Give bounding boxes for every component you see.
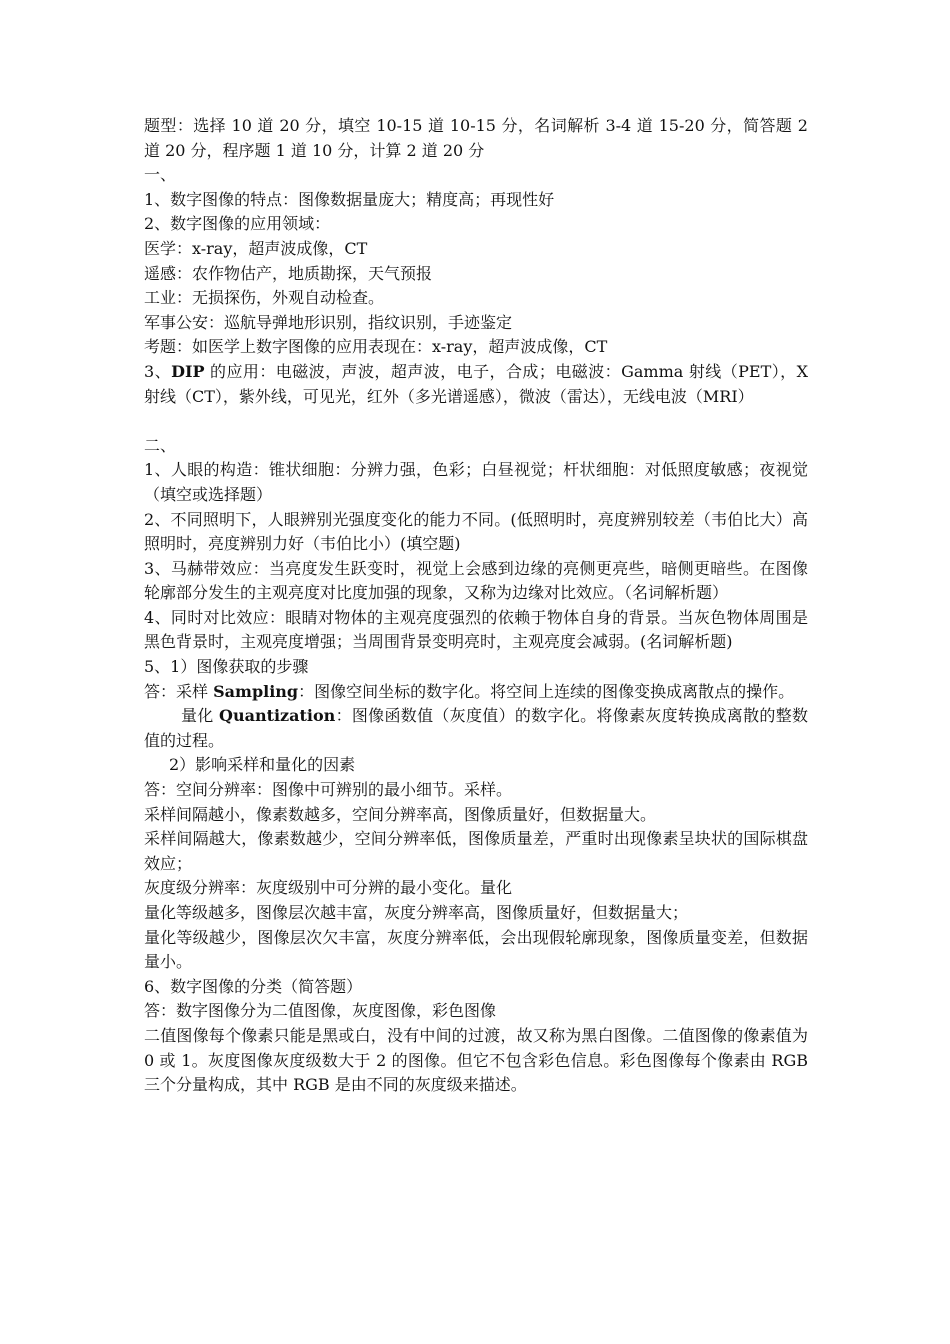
mach-band-effect: 3、马赫带效应：当亮度发生跃变时，视觉上会感到边缘的亮侧更亮些，暗侧更暗些。在图像轮廓部分发生的主观亮度对比度加强的现象，又称为边缘对比效应。（名词解析题） [144,558,808,603]
image-types-description: 二值图像每个像素只能是黑或白，没有中间的过渡，故又称为黑白图像。二值图像的像素值为 0 或 1。灰度图像灰度级数大于 2 的图像。但它不包含彩色信息。彩色图像每个像素由 RGB 三个分量构成，其中 RGB 是由不同的灰度级来描述。 [144,1025,808,1095]
dip-term: DIP [171,361,205,381]
quantization-term: Quantization [219,706,336,726]
dip-number: 3、 [144,361,172,381]
application-fields-heading: 2、数字图像的应用领域： [144,214,331,234]
military-application: 军事公安：巡航导弹地形识别，指纹识别，手迹鉴定 [144,312,513,332]
sampling-text: ：图像空间坐标的数字化。将空间上连续的图像变换成离散点的操作。 [298,681,795,701]
exam-question-example: 考题：如医学上数字图像的应用表现在：x-ray，超声波成像，CT [144,337,608,357]
dip-applications [144,360,808,409]
industry-application: 工业：无损探伤，外观自动检查。 [144,288,385,308]
spatial-resolution: 答：空间分辨率：图像中可辨别的最小细节。采样。 [144,780,513,800]
sampling-answer [144,680,808,705]
blank-line [144,409,808,434]
factors-heading: 2）影响采样和量化的因素 [169,755,356,775]
simultaneous-contrast: 4、同时对比效应：眼睛对物体的主观亮度强烈的依赖于物体自身的背景。当灰色物体周围是黑色背景时，主观亮度增强；当周围背景变明亮时，主观亮度会减弱。(名词解析题) [144,607,808,652]
quantization-text: ：图像函数值（灰度值）的数字化。将像素灰度转换成离散的整数值的过程。 [144,706,808,750]
digital-image-features: 1、数字图像的特点：图像数据量庞大；精度高；再现性好 [144,189,555,209]
section-one-heading: 一、 [144,165,177,185]
quantization-answer [144,704,808,753]
fewer-quantization-levels: 量化等级越少，图像层次欠丰富，灰度分辨率低，会出现假轮廓现象，图像质量变差，但数据量小。 [144,927,808,972]
sampling-term: Sampling [213,681,299,701]
light-discrimination: 2、不同照明下，人眼辨别光强度变化的能力不同。(低照明时，亮度辨别较差（韦伯比大）高照明时，亮度辨别力好（韦伯比小）(填空题) [144,509,808,554]
dip-text: 的应用：电磁波，声波，超声波，电子，合成；电磁波：Gamma 射线（PET），X 射线（CT），紫外线，可见光，红外（多光谱遥感），微波（雷达），无线电波（MRI） [144,361,808,406]
section-two-heading: 二、 [144,435,177,455]
remote-sensing-application: 遥感：农作物估产，地质勘探，天气预报 [144,263,433,283]
gray-level-resolution: 灰度级分辨率：灰度级别中可分辨的最小变化。量化 [144,878,513,898]
quantization-prefix: 量化 [181,706,219,726]
image-acquisition-heading: 5、1）图像获取的步骤 [144,657,309,677]
eye-structure: 1、人眼的构造：锥状细胞：分辨力强，色彩；白昼视觉；杆状细胞：对低照度敏感；夜视觉（填空或选择题） [144,460,808,504]
image-classification-heading: 6、数字图像的分类（简答题） [144,976,363,996]
exam-format-paragraph: 题型：选择 10 道 20 分，填空 10-15 道 10-15 分，名词解析 3-4 道 15-20 分，简答题 2 道 20 分，程序题 1 道 10 分，计算 2 道 20 分 [144,116,808,160]
small-sampling-interval: 采样间隔越小，像素数越多，空间分辨率高，图像质量好，但数据量大。 [144,804,657,824]
image-classification-answer: 答：数字图像分为二值图像，灰度图像，彩色图像 [144,1001,497,1021]
large-sampling-interval: 采样间隔越大，像素数越少，空间分辨率低，图像质量差，严重时出现像素呈块状的国际棋盘效应； [144,829,808,873]
more-quantization-levels: 量化等级越多，图像层次越丰富，灰度分辨率高，图像质量好，但数据量大； [144,903,689,922]
document-page [144,114,808,1098]
sampling-prefix: 答：采样 [144,681,214,701]
medical-application: 医学：x-ray，超声波成像，CT [144,238,368,258]
